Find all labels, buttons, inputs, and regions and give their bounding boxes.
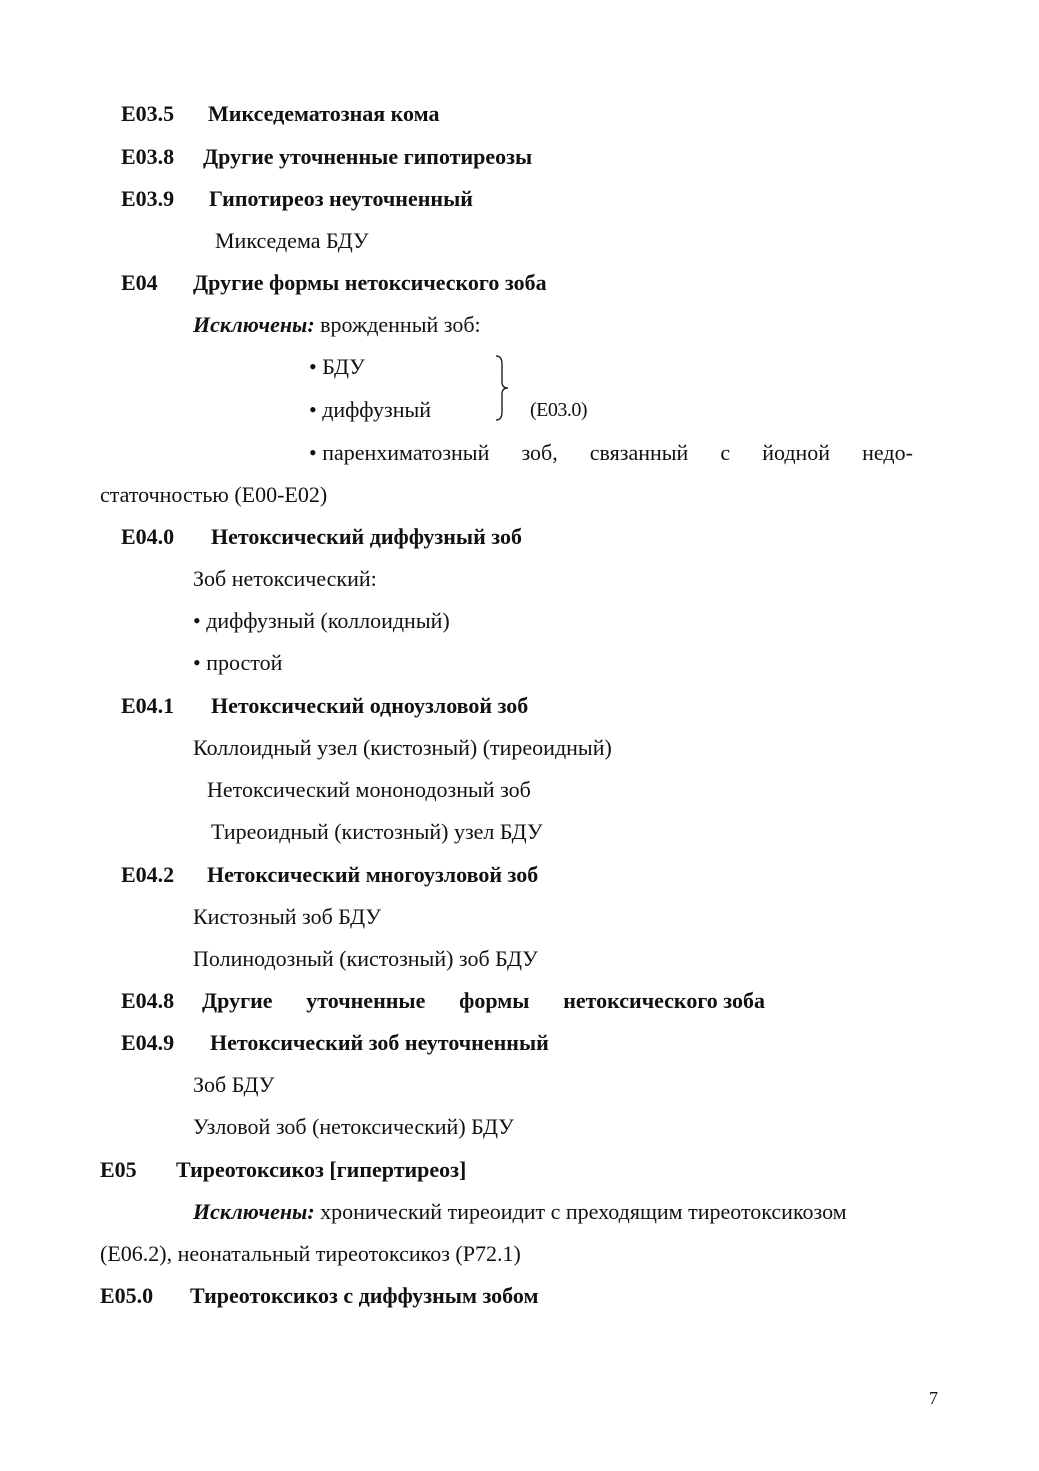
code-e04-2: E04.2 [121, 862, 175, 887]
word: формы [459, 988, 530, 1013]
exclusion-bullet-3 [309, 440, 913, 466]
heading-e05-0: Тиреотоксикоз с диффузным зобом [190, 1283, 539, 1308]
inclusion-e04-0-2: • диффузный (коллоидный) [193, 608, 450, 633]
word: уточненные [306, 988, 426, 1013]
exclusion-e05-continuation: (E06.2), неонатальный тиреотоксикоз (P72.1) [100, 1241, 521, 1266]
inclusion-e04-9-2: Узловой зоб (нетоксический) БДУ [193, 1114, 514, 1139]
code-e03-5: E03.5 [121, 101, 175, 126]
heading-e04-8 [202, 988, 765, 1014]
heading-e03-8: Другие уточненные гипотиреозы [203, 144, 533, 169]
code-e05-0: E05.0 [100, 1283, 154, 1308]
exclusion-label: Исключены: [193, 1199, 315, 1224]
exclusion-label: Исключены: [193, 312, 315, 337]
exclusion-text: врожденный зоб: [314, 312, 481, 337]
word: Другие [202, 988, 273, 1013]
exclusion-e04 [193, 312, 481, 338]
heading-e05: Тиреотоксикоз [гипертиреоз] [176, 1157, 467, 1182]
word: с [720, 440, 731, 465]
brace-reference: (E03.0) [530, 399, 588, 421]
word: • паренхиматозный [309, 440, 490, 465]
inclusion-e04-0-3: • простой [193, 650, 283, 675]
inclusion-e04-1-1: Коллоидный узел (кистозный) (тиреоидный) [193, 735, 612, 760]
inclusion-e04-9-1: Зоб БДУ [193, 1072, 275, 1097]
page-number: 7 [929, 1388, 938, 1408]
inclusion-e03-9: Микседема БДУ [215, 228, 369, 253]
inclusion-e04-1-3: Тиреоидный (кистозный) узел БДУ [211, 819, 543, 844]
inclusion-e04-1-2: Нетоксический мононодозный зоб [207, 777, 531, 802]
code-e03-8: E03.8 [121, 144, 175, 169]
heading-e04-9: Нетоксический зоб неуточненный [210, 1030, 549, 1055]
code-e03-9: E03.9 [121, 186, 175, 211]
word: зоб, [521, 440, 558, 465]
code-e04-1: E04.1 [121, 693, 175, 718]
inclusion-e04-0-1: Зоб нетоксический: [193, 566, 377, 591]
inclusion-e04-2-1: Кистозный зоб БДУ [193, 904, 381, 929]
heading-e04-1: Нетоксический одноузловой зоб [211, 693, 529, 718]
inclusion-e04-2-2: Полинодозный (кистозный) зоб БДУ [193, 946, 538, 971]
exclusion-bullet-2: • диффузный [309, 397, 432, 422]
heading-e03-5: Микседематозная кома [208, 101, 440, 126]
exclusion-bullet-1: • БДУ [309, 354, 365, 379]
exclusion-e05 [193, 1199, 847, 1225]
code-e04-8: E04.8 [121, 988, 175, 1013]
code-e05: E05 [100, 1157, 137, 1182]
code-e04: E04 [121, 270, 158, 295]
exclusion-bullet-3-continuation: статочностью (E00-E02) [100, 482, 328, 507]
exclusion-text: хронический тиреоидит с преходящим тиреотоксикозом [314, 1199, 847, 1224]
heading-e04-0: Нетоксический диффузный зоб [211, 524, 522, 549]
word: нетоксического зоба [563, 988, 765, 1013]
code-e04-9: E04.9 [121, 1030, 175, 1055]
heading-e04-2: Нетоксический многоузловой зоб [207, 862, 539, 887]
heading-e03-9: Гипотиреоз неуточненный [209, 186, 473, 211]
heading-e04: Другие формы нетоксического зоба [193, 270, 547, 295]
word: связанный [589, 440, 689, 465]
code-e04-0: E04.0 [121, 524, 175, 549]
word: недо- [862, 440, 913, 465]
right-brace-icon [494, 354, 510, 422]
word: йодной [762, 440, 831, 465]
